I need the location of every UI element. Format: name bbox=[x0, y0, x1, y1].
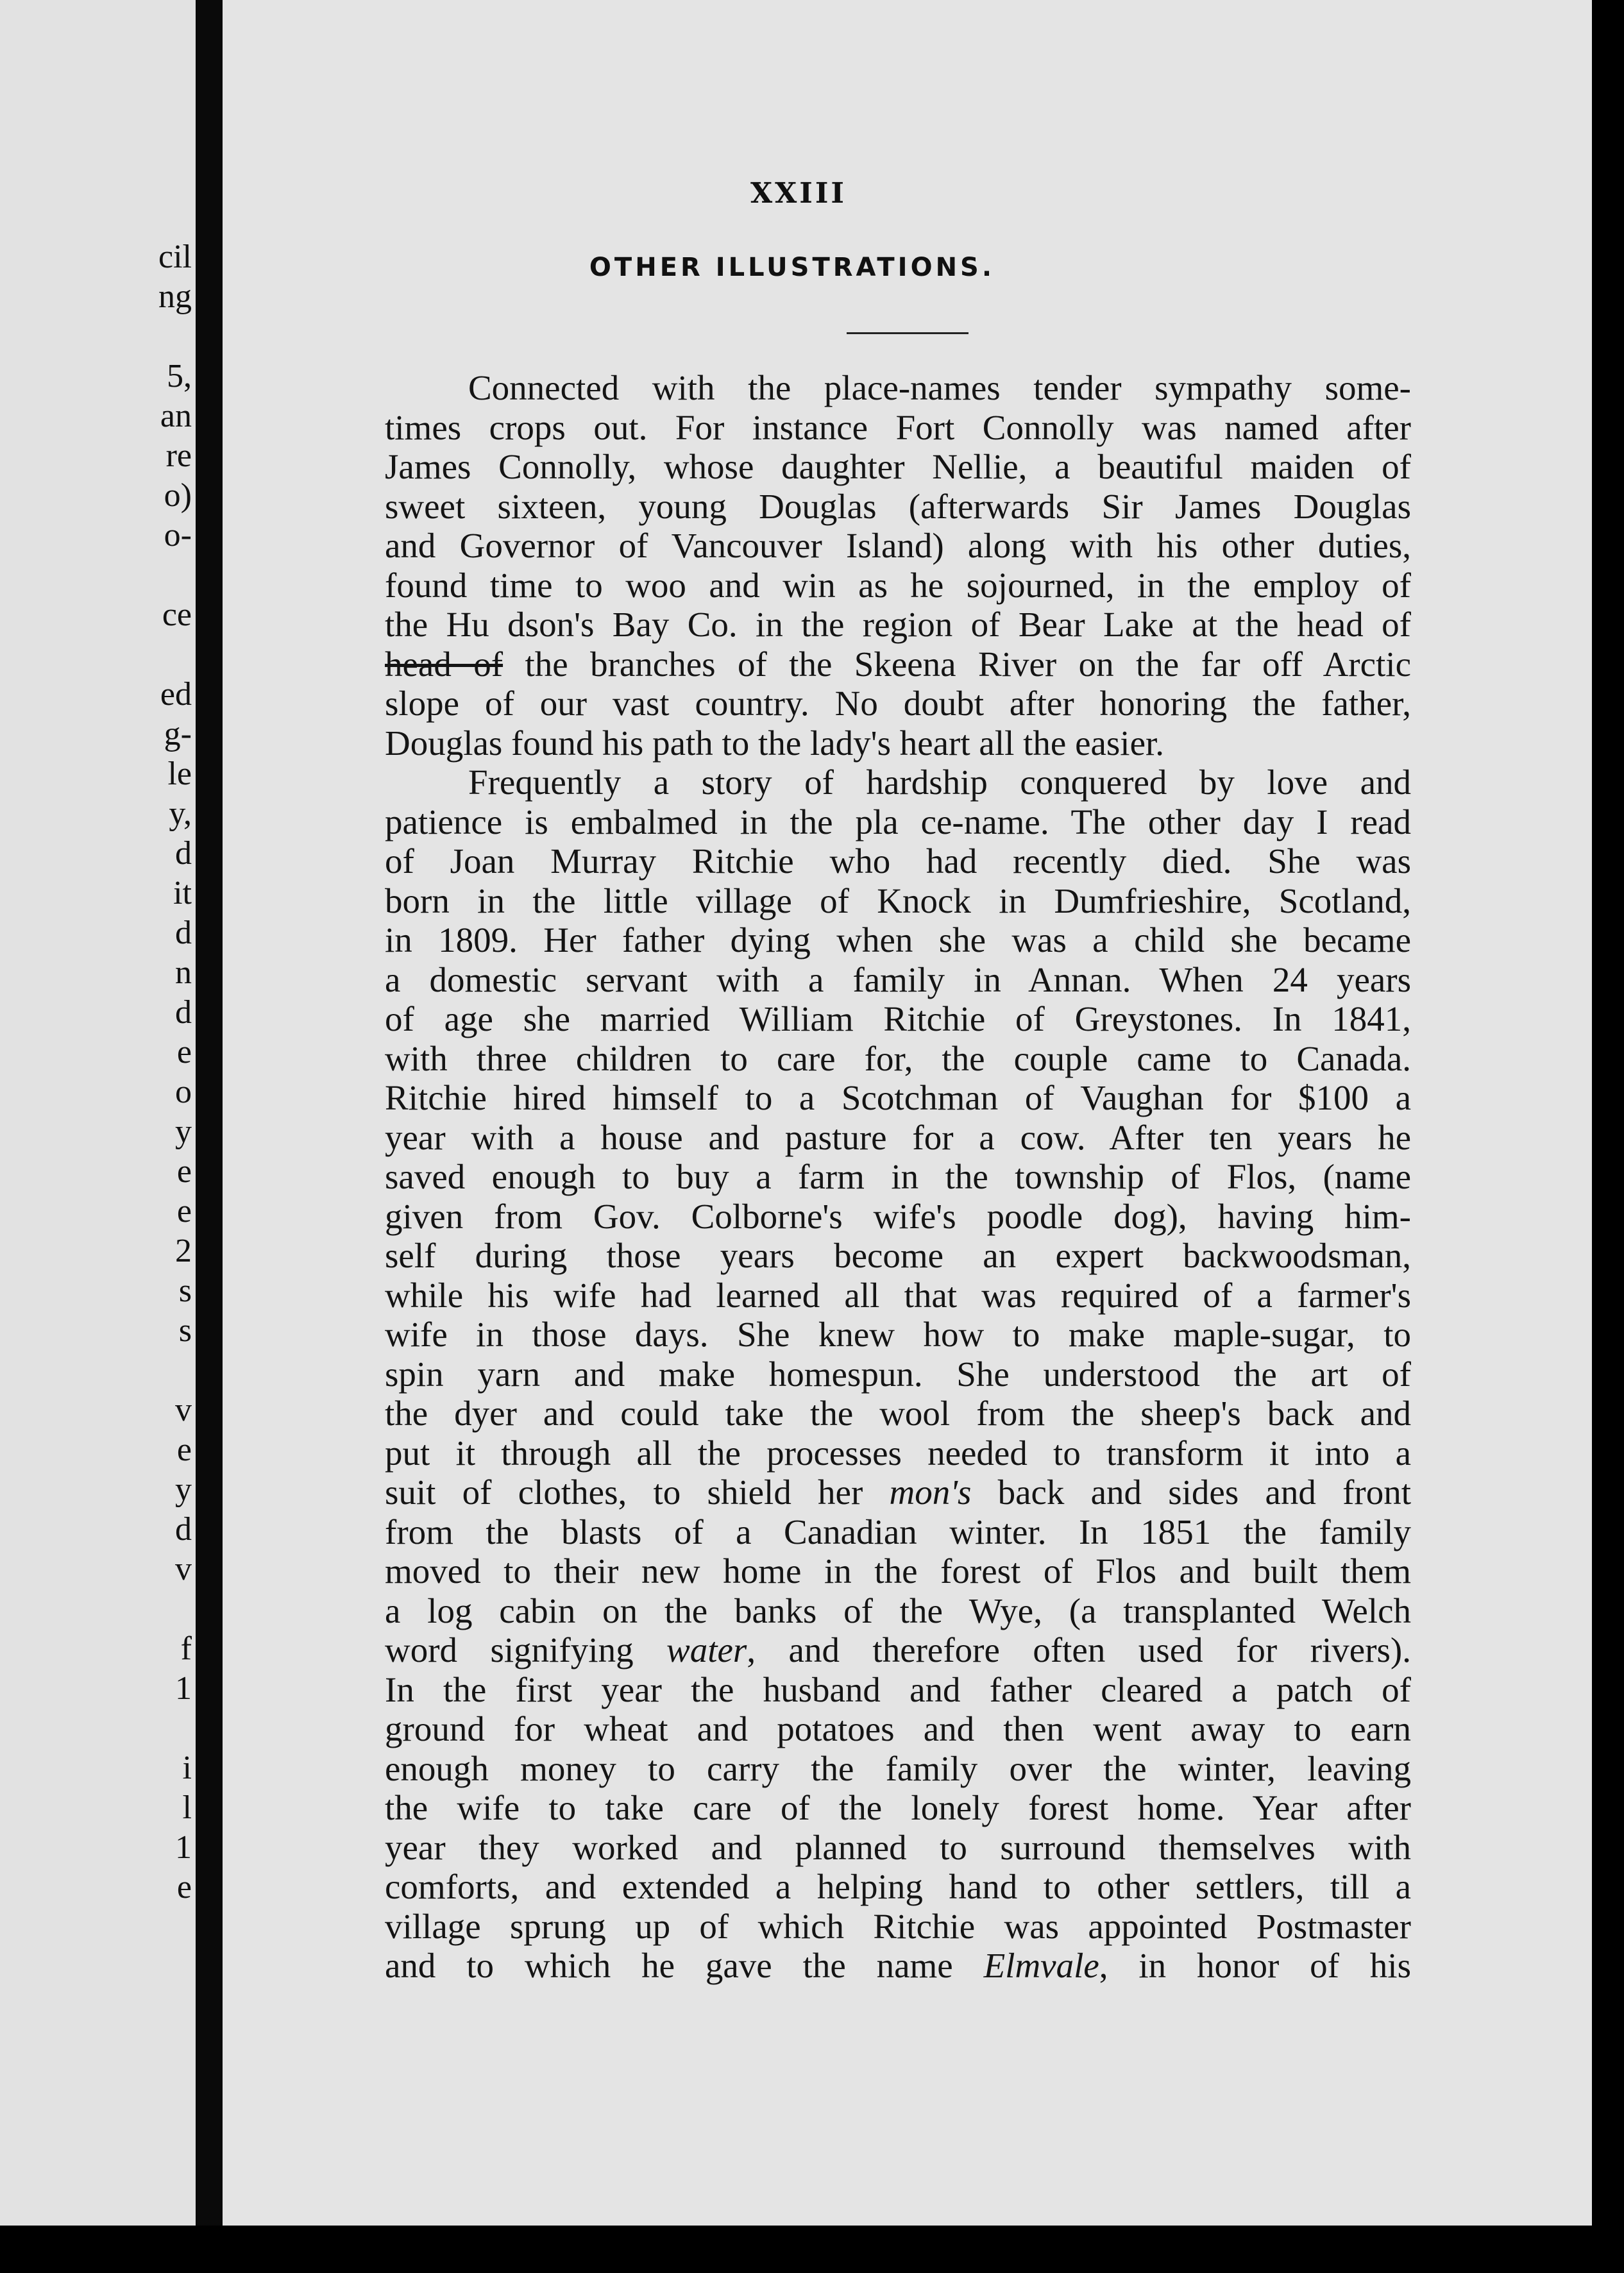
previous-page-fragment-line: e bbox=[176, 1153, 192, 1190]
text-line: enough money to carry the family over the winter, leaving bbox=[385, 1748, 1411, 1788]
text-line: head of the branches of the Skeena River on the far off Arctic bbox=[385, 644, 1411, 684]
previous-page-fragment-line: e bbox=[176, 1869, 192, 1905]
text-line: slope of our vast country. No doubt after honoring the father, bbox=[385, 684, 1411, 723]
text-line: with three children to care for, the couple came to Canada. bbox=[385, 1038, 1411, 1078]
previous-page-fragment-line: s bbox=[178, 1312, 192, 1349]
previous-page-fragment-line: y bbox=[175, 1471, 192, 1508]
previous-page-fragment-line bbox=[102, 317, 192, 357]
title-rule bbox=[847, 332, 968, 334]
text-line: from the blasts of a Canadian winter. In 1851 the family bbox=[385, 1512, 1411, 1551]
text-line: the Hu dson's Bay Co. in the region of Bear Lake at the head of bbox=[385, 605, 1411, 644]
previous-page-fragment-line: s bbox=[178, 1272, 192, 1309]
previous-page-fragment-line: 2 bbox=[175, 1233, 192, 1269]
previous-page-fragment-line bbox=[102, 1709, 192, 1748]
previous-page-fragment-line: 5, bbox=[167, 358, 192, 394]
previous-page-fragment-line: y bbox=[175, 1113, 192, 1150]
page-number: XXIII bbox=[750, 177, 847, 210]
book-gutter bbox=[196, 0, 223, 2273]
text-line: the wife to take care of the lonely forest home. Year after bbox=[385, 1788, 1411, 1827]
previous-page-fragment-line: an bbox=[160, 398, 192, 434]
text-line: year they worked and planned to surround themselves with bbox=[385, 1827, 1411, 1867]
previous-page-fragment-line: i bbox=[182, 1750, 192, 1786]
text-line: of Joan Murray Ritchie who had recently died. She was bbox=[385, 841, 1411, 881]
section-title: OTHER ILLUSTRATIONS. bbox=[589, 253, 995, 282]
previous-page-fragment-line bbox=[102, 555, 192, 595]
text-line: sweet sixteen, young Douglas (afterwards Sir James Douglas bbox=[385, 486, 1411, 526]
previous-page-fragment-line: it bbox=[173, 875, 192, 911]
previous-page-fragment-line: d bbox=[175, 1511, 192, 1548]
previous-page-fragment-line: 1 bbox=[175, 1829, 192, 1866]
text-line: word signifying water, and therefore often used for rivers). bbox=[385, 1630, 1411, 1669]
text-line: moved to their new home in the forest of Flos and built them bbox=[385, 1551, 1411, 1591]
previous-page-fragment-line bbox=[102, 1589, 192, 1629]
previous-page-fragment-line: le bbox=[167, 756, 192, 792]
previous-page-fragment-line: e bbox=[176, 1034, 192, 1070]
text-line: the dyer and could take the wool from the sheep's back and bbox=[385, 1394, 1411, 1433]
previous-page-fragment-line: d bbox=[175, 835, 192, 872]
text-line: a domestic servant with a family in Annan. When 24 years bbox=[385, 959, 1411, 999]
previous-page-fragment-line: ng bbox=[158, 278, 192, 315]
text-line: In the first year the husband and father cleared a patch of bbox=[385, 1669, 1411, 1709]
text-line: patience is embalmed in the pla ce-name. The other day I read bbox=[385, 802, 1411, 841]
previous-page-fragment-line: o- bbox=[164, 517, 192, 553]
previous-page-fragment-line bbox=[102, 635, 192, 675]
text-line: Frequently a story of hardship conquered by love and bbox=[468, 763, 1411, 802]
text-line: wife in those days. She knew how to make maple-sugar, to bbox=[385, 1315, 1411, 1354]
text-line: given from Gov. Colborne's wife's poodle dog), having him- bbox=[385, 1196, 1411, 1236]
text-line: village sprung up of which Ritchie was appointed Postmaster bbox=[385, 1906, 1411, 1946]
text-line: year with a house and pasture for a cow. After ten years he bbox=[385, 1117, 1411, 1157]
text-line: in 1809. Her father dying when she was a child she became bbox=[385, 920, 1411, 959]
previous-page-fragment-line: l bbox=[182, 1789, 192, 1826]
previous-page-fragment bbox=[0, 0, 196, 2273]
previous-page-fragment-line: d bbox=[175, 915, 192, 951]
text-line: of age she married William Ritchie of Greystones. In 1841, bbox=[385, 999, 1411, 1038]
previous-page-fragment-line: v bbox=[175, 1392, 192, 1428]
text-line: a log cabin on the banks of the Wye, (a transplanted Welch bbox=[385, 1591, 1411, 1630]
text-line: comforts, and extended a helping hand to other settlers, till a bbox=[385, 1867, 1411, 1906]
previous-page-fragment-line: n bbox=[175, 954, 192, 991]
previous-page-fragment-line: e bbox=[176, 1432, 192, 1468]
text-line: Connected with the place-names tender sympathy some- bbox=[468, 368, 1411, 407]
previous-page-fragment-line: o) bbox=[164, 477, 192, 514]
text-line: Douglas found his path to the lady's heart all the easier. bbox=[385, 723, 1165, 763]
body-text bbox=[385, 368, 1411, 1986]
text-line: saved enough to buy a farm in the township of Flos, (name bbox=[385, 1157, 1411, 1196]
previous-page-fragment-line: re bbox=[165, 437, 192, 474]
previous-page-fragment-line: cil bbox=[158, 239, 192, 275]
previous-page-fragment-line: e bbox=[176, 1193, 192, 1229]
text-line: James Connolly, whose daughter Nellie, a beautiful maiden of bbox=[385, 447, 1411, 486]
previous-page-line-endings bbox=[102, 237, 192, 1907]
bottom-scan-edge bbox=[0, 2226, 1624, 2273]
text-line: ground for wheat and potatoes and then went away to earn bbox=[385, 1709, 1411, 1748]
text-line: put it through all the processes needed to transform it into a bbox=[385, 1433, 1411, 1473]
text-line: self during those years become an expert backwoodsman, bbox=[385, 1236, 1411, 1275]
previous-page-fragment-line: o bbox=[175, 1074, 192, 1110]
previous-page-fragment-line: g- bbox=[164, 716, 192, 752]
text-line: suit of clothes, to shield her mon's back and sides and front bbox=[385, 1473, 1411, 1512]
previous-page-fragment-line: ed bbox=[160, 676, 192, 713]
text-line: while his wife had learned all that was required of a farmer's bbox=[385, 1275, 1411, 1315]
previous-page-fragment-line: d bbox=[175, 994, 192, 1031]
previous-page-fragment-line: y, bbox=[169, 795, 192, 832]
previous-page-fragment-line bbox=[102, 1351, 192, 1390]
text-line: and Governor of Vancouver Island) along with his other duties, bbox=[385, 526, 1411, 565]
right-scan-edge bbox=[1592, 0, 1624, 2273]
text-line: born in the little village of Knock in Dumfrieshire, Scotland, bbox=[385, 881, 1411, 920]
previous-page-fragment-line: f bbox=[180, 1630, 192, 1667]
text-line: found time to woo and win as he sojourned, in the employ of bbox=[385, 565, 1411, 605]
previous-page-fragment-line: 1 bbox=[175, 1670, 192, 1707]
previous-page-fragment-line: ce bbox=[162, 596, 192, 633]
previous-page-fragment-line: v bbox=[175, 1551, 192, 1587]
text-line: and to which he gave the name Elmvale, in honor of his bbox=[385, 1946, 1411, 1985]
text-line: times crops out. For instance Fort Connolly was named after bbox=[385, 407, 1411, 447]
text-line: Ritchie hired himself to a Scotchman of Vaughan for $100 a bbox=[385, 1078, 1411, 1117]
text-line: spin yarn and make homespun. She understood the art of bbox=[385, 1354, 1411, 1394]
